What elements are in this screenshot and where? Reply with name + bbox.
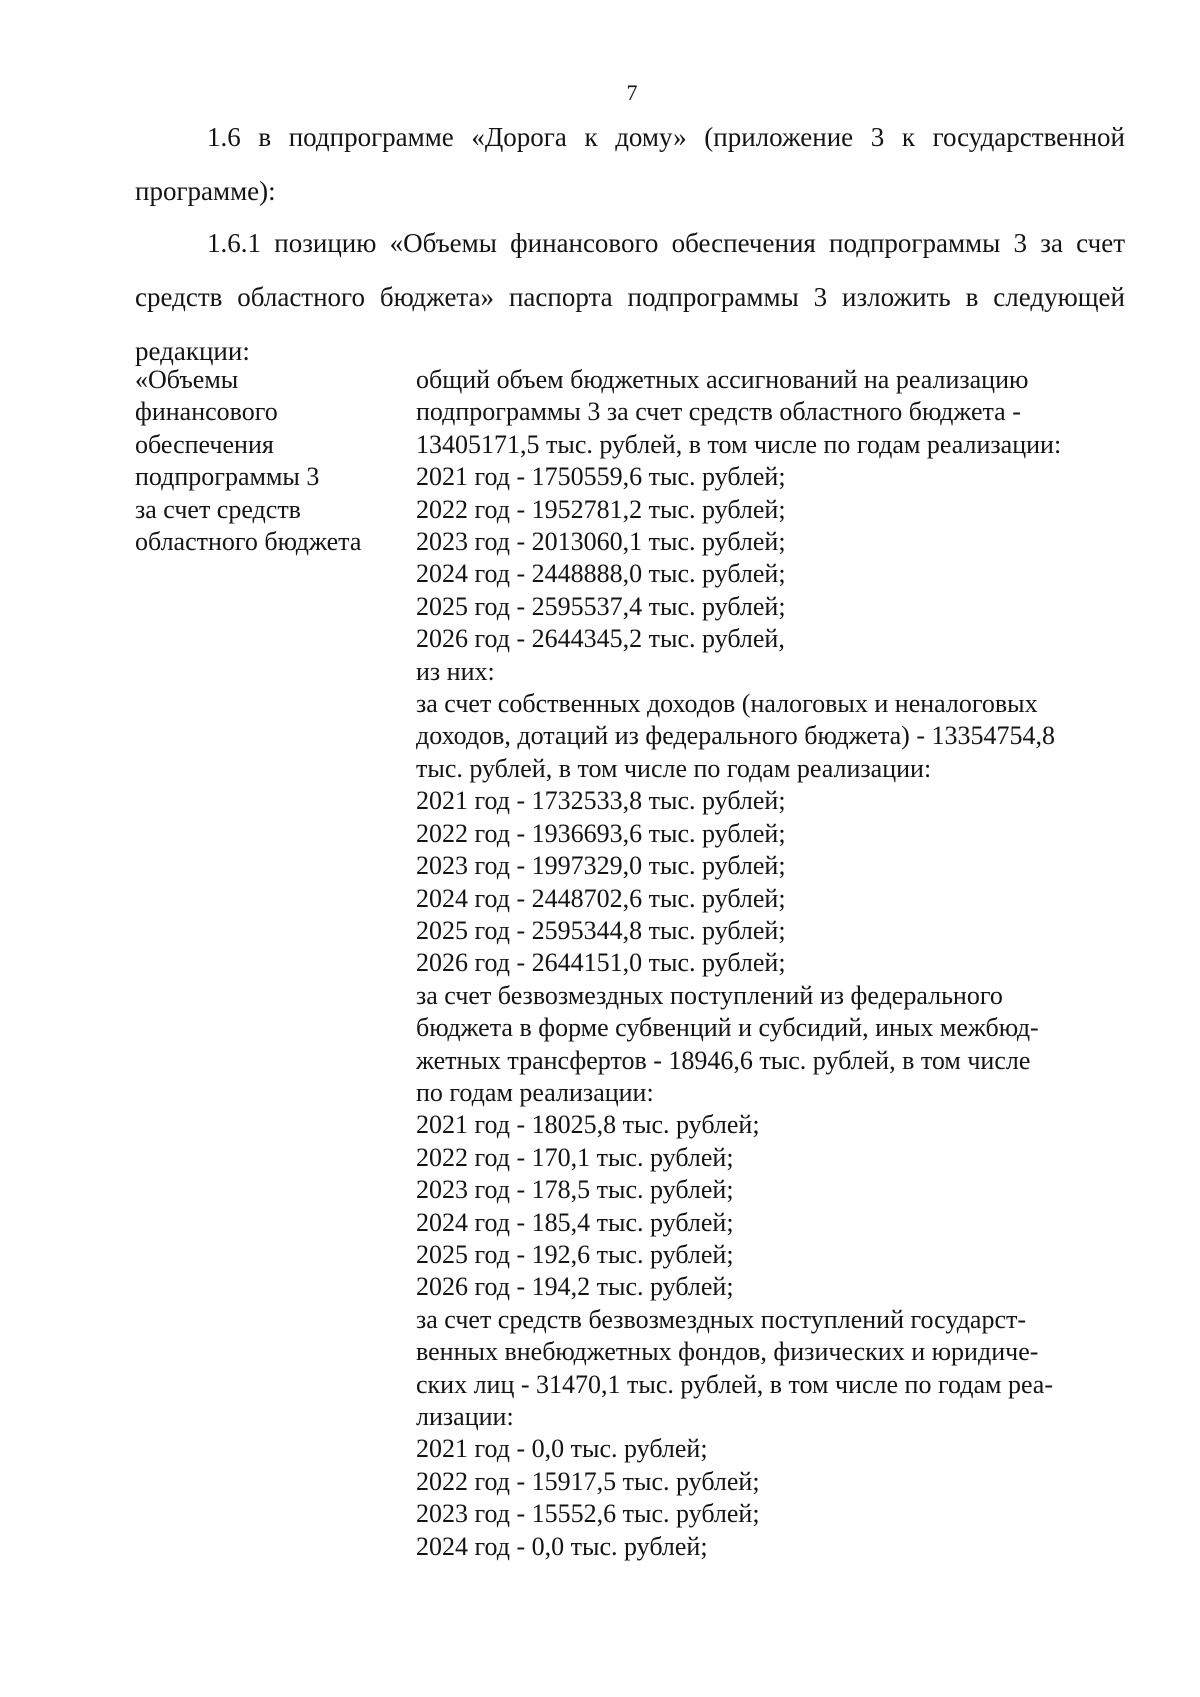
value-line: 2025 год - 2595537,4 тыс. рублей; xyxy=(416,591,786,621)
paragraph-line: программе): xyxy=(135,176,276,206)
value-line: 2021 год - 1732533,8 тыс. рублей; xyxy=(416,786,786,816)
value-line: бюджета в форме субвенций и субсидий, иных межбюд- xyxy=(416,1013,1039,1043)
paragraph-line: 1.6.1 позицию «Объемы финансового обеспечения подпрограммы 3 за счет xyxy=(207,228,1125,258)
value-line: 2023 год - 1997329,0 тыс. рублей; xyxy=(416,851,786,881)
value-line: ских лиц - 31470,1 тыс. рублей, в том числе по годам реа- xyxy=(416,1369,1053,1399)
value-line: 2023 год - 15552,6 тыс. рублей; xyxy=(416,1499,760,1529)
passport-position-value xyxy=(416,364,1125,1563)
label-line: финансового xyxy=(135,397,278,427)
paragraph-line: средств областного бюджета» паспорта подпрограммы 3 изложить в следующей xyxy=(135,282,1125,312)
paragraph-line: редакции: xyxy=(135,336,250,366)
value-line: венных внебюджетных фондов, физических и юридиче- xyxy=(416,1337,1039,1367)
value-line: 2026 год - 194,2 тыс. рублей; xyxy=(416,1272,734,1302)
value-line: лизации: xyxy=(416,1402,514,1431)
value-line: 2026 год - 2644151,0 тыс. рублей; xyxy=(416,948,786,978)
value-line: 2024 год - 2448888,0 тыс. рублей; xyxy=(416,559,786,589)
passport-position-label xyxy=(135,364,395,558)
value-line: 2022 год - 15917,5 тыс. рублей; xyxy=(416,1466,760,1496)
value-line: тыс. рублей, в том числе по годам реализации: xyxy=(416,753,932,783)
value-line: 2022 год - 1952781,2 тыс. рублей; xyxy=(416,494,786,524)
value-line: общий объем бюджетных ассигнований на реализацию xyxy=(416,365,1029,394)
value-line: 2021 год - 1750559,6 тыс. рублей; xyxy=(416,462,786,492)
value-line: 2026 год - 2644345,2 тыс. рублей, xyxy=(416,624,785,654)
value-line: за счет средств безвозмездных поступлений государст- xyxy=(416,1304,1027,1334)
value-line: 2023 год - 178,5 тыс. рублей; xyxy=(416,1175,734,1205)
page-number: 7 xyxy=(626,80,638,105)
value-line: 2025 год - 192,6 тыс. рублей; xyxy=(416,1239,734,1269)
value-line: 13405171,5 тыс. рублей, в том числе по годам реализации: xyxy=(416,429,1062,459)
value-line: доходов, дотаций из федерального бюджета) - 13354754,8 xyxy=(416,721,1055,751)
paragraph-1-6-1 xyxy=(135,216,1125,378)
value-line: 2022 год - 170,1 тыс. рублей; xyxy=(416,1142,734,1172)
label-line: за счет средств xyxy=(135,494,301,524)
value-line: 2025 год - 2595344,8 тыс. рублей; xyxy=(416,915,786,945)
paragraph-1-6 xyxy=(135,110,1125,218)
value-line: 2024 год - 0,0 тыс. рублей; xyxy=(416,1531,708,1561)
label-line: областного бюджета xyxy=(135,527,362,557)
value-line: 2021 год - 0,0 тыс. рублей; xyxy=(416,1434,708,1464)
value-line: жетных трансфертов - 18946,6 тыс. рублей, в том числе xyxy=(416,1045,1031,1075)
value-line: из них: xyxy=(416,656,495,686)
value-line: за счет собственных доходов (налоговых и неналоговых xyxy=(416,689,1038,719)
value-line: подпрограммы 3 за счет средств областного бюджета - xyxy=(416,397,1021,427)
value-line: по годам реализации: xyxy=(416,1077,654,1107)
value-line: за счет безвозмездных поступлений из федерального xyxy=(416,980,1003,1010)
value-line: 2022 год - 1936693,6 тыс. рублей; xyxy=(416,818,786,848)
value-line: 2023 год - 2013060,1 тыс. рублей; xyxy=(416,527,786,557)
paragraph-line: 1.6 в подпрограмме «Дорога к дому» (приложение 3 к государственной xyxy=(207,122,1125,152)
value-line: 2021 год - 18025,8 тыс. рублей; xyxy=(416,1110,760,1140)
label-line: «Объемы xyxy=(135,365,239,394)
label-line: обеспечения xyxy=(135,429,274,459)
value-line: 2024 год - 2448702,6 тыс. рублей; xyxy=(416,883,786,913)
label-line: подпрограммы 3 xyxy=(135,462,320,492)
value-line: 2024 год - 185,4 тыс. рублей; xyxy=(416,1207,734,1237)
